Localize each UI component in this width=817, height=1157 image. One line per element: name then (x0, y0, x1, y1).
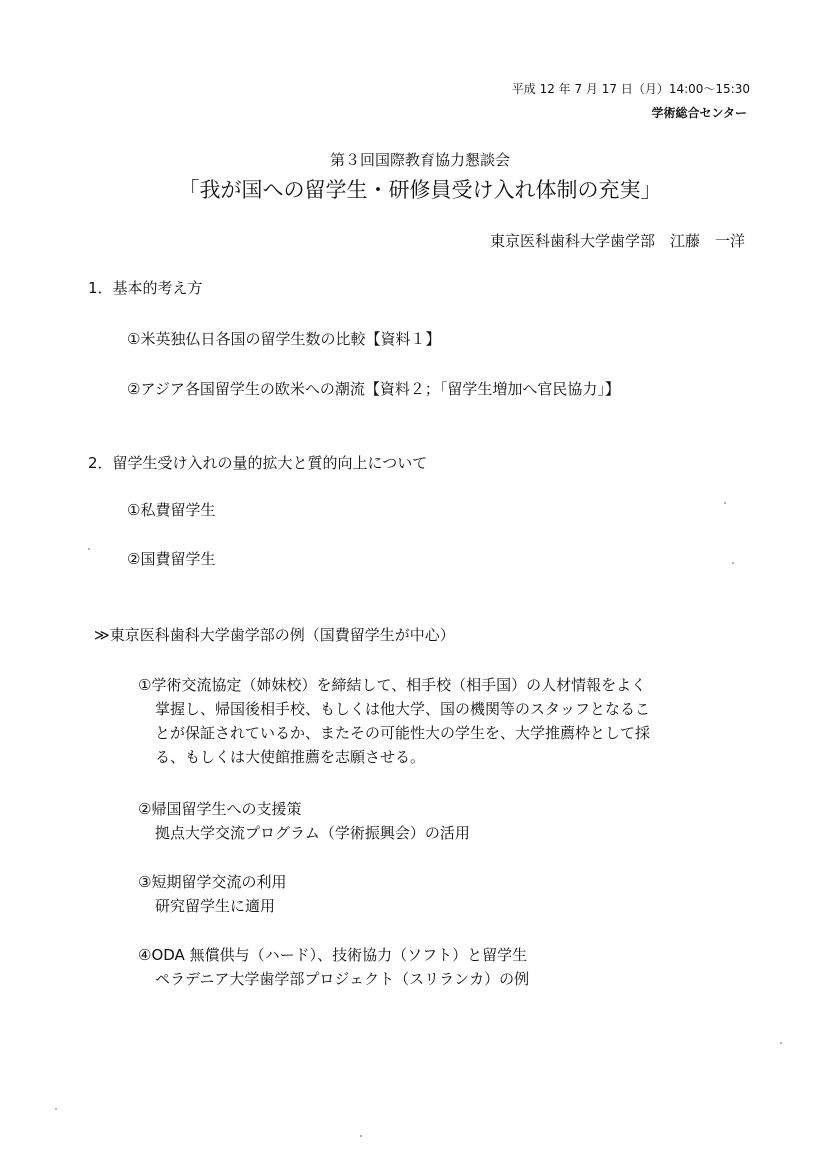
scan-speck (780, 1042, 782, 1044)
section1-heading: 1．基本的考え方 (88, 279, 203, 297)
author-line: 東京医科歯科大学歯学部 江藤 一洋 (489, 232, 745, 250)
header-date: 平成 12 年 7 月 17 日（月）14:00〜15:30 (511, 82, 750, 96)
point-3-line-1: ③短期留学交流の利用 (138, 873, 287, 891)
example-heading: ≫東京医科歯科大学歯学部の例（国費留学生が中心） (94, 626, 455, 644)
example-point-2 (138, 797, 746, 845)
section1-item-1: ①米英独仏日各国の留学生数の比較【資料１】 (127, 330, 441, 348)
point-1-line-2: 掌握し、帰国後相手校、もしくは他大学、国の機関等のスタッフとなるこ (155, 700, 651, 718)
scan-speck (55, 1108, 57, 1110)
section1-item-2: ②アジア各国留学生の欧米への潮流【資料２；「留学生増加へ官民協力」】 (127, 380, 620, 398)
point-4-line-2: ペラデニア大学歯学部プロジェクト（スリランカ）の例 (155, 970, 530, 988)
event-title: 第３回国際教育協力懇談会 (329, 151, 510, 169)
page-title: 「我が国への留学生・研修員受け入れ体制の充実」 (178, 178, 662, 202)
point-2-line-2: 拠点大学交流プログラム（学術振興会）の活用 (155, 824, 470, 842)
section2-item-2: ②国費留学生 (127, 550, 216, 568)
scan-speck (724, 502, 726, 504)
scan-speck (360, 1135, 362, 1137)
header-venue: 学術総合センター (651, 106, 747, 120)
point-1-line-1: ①学術交流協定（姉妹校）を締結して、相手校（相手国）の人材情報をよく (138, 676, 647, 694)
scan-speck (732, 562, 734, 564)
point-1-line-4: る、もしくは大使館推薦を志願させる。 (155, 748, 426, 766)
point-3-line-2: 研究留学生に適用 (155, 897, 276, 915)
point-1-line-3: とが保証されているか、またその可能性大の学生を、大学推薦枠として採 (155, 724, 651, 742)
point-4-line-1: ④ODA 無償供与（ハード）、技術協力（ソフト）と留学生 (138, 946, 528, 964)
section2-item-1: ①私費留学生 (127, 501, 216, 519)
example-point-1 (138, 673, 746, 769)
section2-heading: 2．留学生受け入れの量的拡大と質的向上について (88, 454, 428, 472)
example-point-3 (138, 870, 746, 918)
point-2-line-1: ②帰国留学生への支援策 (138, 800, 302, 818)
scan-speck (88, 548, 90, 550)
example-point-4 (138, 943, 746, 991)
